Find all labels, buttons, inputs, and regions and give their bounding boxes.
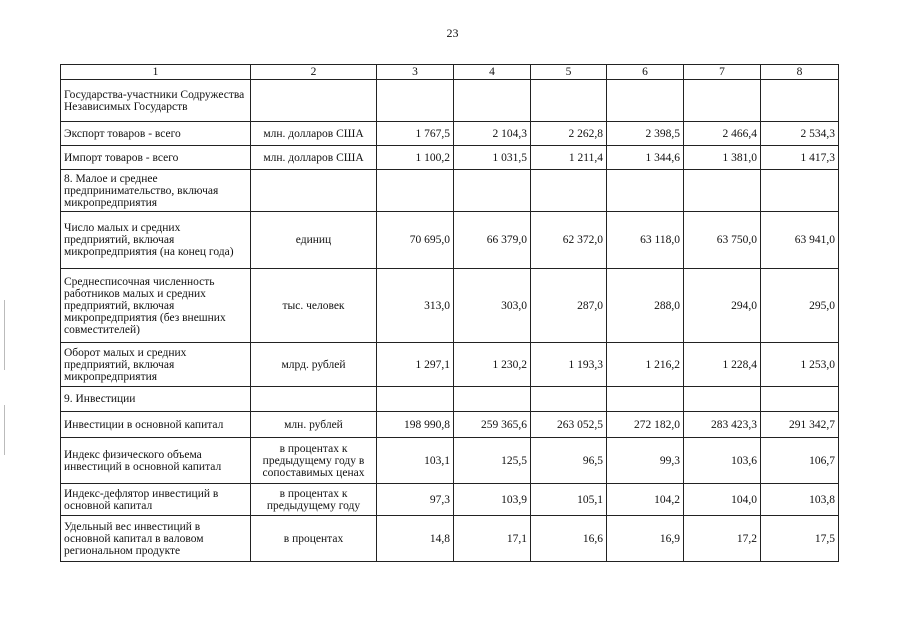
column-number: 1 bbox=[61, 65, 251, 80]
value-cell: 104,2 bbox=[607, 484, 684, 516]
value-cell: 2 104,3 bbox=[454, 122, 531, 146]
value-cell bbox=[684, 80, 761, 122]
indicator-cell: Импорт товаров - всего bbox=[61, 146, 251, 170]
value-cell bbox=[684, 387, 761, 412]
value-cell bbox=[607, 170, 684, 212]
statistics-table bbox=[60, 64, 839, 562]
indicator-cell: Государства-участники Содружества Независимых Государств bbox=[61, 80, 251, 122]
table-row bbox=[61, 122, 839, 146]
column-number-row bbox=[61, 65, 839, 80]
value-cell bbox=[377, 80, 454, 122]
indicator-cell: Число малых и средних предприятий, включая микропредприятия (на конец года) bbox=[61, 212, 251, 269]
table-row bbox=[61, 170, 839, 212]
value-cell: 104,0 bbox=[684, 484, 761, 516]
unit-cell: в процентах bbox=[251, 516, 377, 562]
unit-cell: тыс. человек bbox=[251, 269, 377, 343]
value-cell: 198 990,8 bbox=[377, 412, 454, 438]
value-cell: 17,5 bbox=[761, 516, 839, 562]
unit-cell: в процентах к предыдущему году bbox=[251, 484, 377, 516]
table-row bbox=[61, 80, 839, 122]
value-cell: 14,8 bbox=[377, 516, 454, 562]
table-row bbox=[61, 438, 839, 484]
value-cell: 16,6 bbox=[531, 516, 607, 562]
value-cell: 16,9 bbox=[607, 516, 684, 562]
value-cell: 259 365,6 bbox=[454, 412, 531, 438]
value-cell: 1 253,0 bbox=[761, 343, 839, 387]
indicator-cell: Индекс-дефлятор инвестиций в основной капитал bbox=[61, 484, 251, 516]
value-cell bbox=[454, 80, 531, 122]
unit-cell: единиц bbox=[251, 212, 377, 269]
value-cell: 263 052,5 bbox=[531, 412, 607, 438]
indicator-cell: Экспорт товаров - всего bbox=[61, 122, 251, 146]
value-cell: 1 230,2 bbox=[454, 343, 531, 387]
indicator-cell: 8. Малое и среднее предпринимательство, включая микропредприятия bbox=[61, 170, 251, 212]
value-cell: 2 262,8 bbox=[531, 122, 607, 146]
unit-cell bbox=[251, 387, 377, 412]
table-row bbox=[61, 343, 839, 387]
column-number: 2 bbox=[251, 65, 377, 80]
value-cell: 313,0 bbox=[377, 269, 454, 343]
indicator-cell: Оборот малых и средних предприятий, включая микропредприятия bbox=[61, 343, 251, 387]
value-cell bbox=[761, 387, 839, 412]
value-cell: 103,6 bbox=[684, 438, 761, 484]
value-cell: 294,0 bbox=[684, 269, 761, 343]
left-edge-mark bbox=[4, 405, 5, 455]
value-cell: 62 372,0 bbox=[531, 212, 607, 269]
unit-cell bbox=[251, 170, 377, 212]
unit-cell: млн. рублей bbox=[251, 412, 377, 438]
value-cell: 1 211,4 bbox=[531, 146, 607, 170]
value-cell: 1 344,6 bbox=[607, 146, 684, 170]
value-cell: 103,1 bbox=[377, 438, 454, 484]
value-cell: 1 216,2 bbox=[607, 343, 684, 387]
unit-cell: млн. долларов США bbox=[251, 122, 377, 146]
value-cell: 96,5 bbox=[531, 438, 607, 484]
column-number: 8 bbox=[761, 65, 839, 80]
value-cell: 99,3 bbox=[607, 438, 684, 484]
value-cell: 66 379,0 bbox=[454, 212, 531, 269]
indicator-cell: Среднесписочная численность работников малых и средних предприятий, включая микропредприятия (без внешних совместителей) bbox=[61, 269, 251, 343]
value-cell: 1 767,5 bbox=[377, 122, 454, 146]
table-row bbox=[61, 516, 839, 562]
value-cell: 63 941,0 bbox=[761, 212, 839, 269]
unit-cell bbox=[251, 80, 377, 122]
value-cell bbox=[761, 80, 839, 122]
value-cell: 125,5 bbox=[454, 438, 531, 484]
indicator-cell: Индекс физического объема инвестиций в основной капитал bbox=[61, 438, 251, 484]
value-cell: 105,1 bbox=[531, 484, 607, 516]
value-cell: 2 534,3 bbox=[761, 122, 839, 146]
value-cell: 17,1 bbox=[454, 516, 531, 562]
value-cell: 272 182,0 bbox=[607, 412, 684, 438]
value-cell bbox=[607, 387, 684, 412]
value-cell bbox=[607, 80, 684, 122]
value-cell: 103,9 bbox=[454, 484, 531, 516]
value-cell: 1 417,3 bbox=[761, 146, 839, 170]
value-cell: 70 695,0 bbox=[377, 212, 454, 269]
value-cell: 295,0 bbox=[761, 269, 839, 343]
value-cell: 288,0 bbox=[607, 269, 684, 343]
value-cell: 2 398,5 bbox=[607, 122, 684, 146]
table-row bbox=[61, 484, 839, 516]
column-number: 5 bbox=[531, 65, 607, 80]
value-cell bbox=[454, 387, 531, 412]
value-cell: 283 423,3 bbox=[684, 412, 761, 438]
indicator-cell: 9. Инвестиции bbox=[61, 387, 251, 412]
value-cell: 303,0 bbox=[454, 269, 531, 343]
value-cell: 1 031,5 bbox=[454, 146, 531, 170]
value-cell bbox=[761, 170, 839, 212]
unit-cell: млрд. рублей bbox=[251, 343, 377, 387]
value-cell bbox=[531, 80, 607, 122]
value-cell bbox=[531, 170, 607, 212]
value-cell: 17,2 bbox=[684, 516, 761, 562]
value-cell: 291 342,7 bbox=[761, 412, 839, 438]
value-cell bbox=[684, 170, 761, 212]
value-cell: 63 118,0 bbox=[607, 212, 684, 269]
table-row bbox=[61, 387, 839, 412]
column-number: 6 bbox=[607, 65, 684, 80]
value-cell: 63 750,0 bbox=[684, 212, 761, 269]
value-cell: 106,7 bbox=[761, 438, 839, 484]
indicator-cell: Удельный вес инвестиций в основной капитал в валовом региональном продукте bbox=[61, 516, 251, 562]
value-cell: 103,8 bbox=[761, 484, 839, 516]
table-row bbox=[61, 212, 839, 269]
value-cell: 2 466,4 bbox=[684, 122, 761, 146]
column-number: 4 bbox=[454, 65, 531, 80]
column-number: 3 bbox=[377, 65, 454, 80]
page-number: 23 bbox=[446, 26, 459, 40]
column-number: 7 bbox=[684, 65, 761, 80]
indicator-cell: Инвестиции в основной капитал bbox=[61, 412, 251, 438]
value-cell: 1 297,1 bbox=[377, 343, 454, 387]
table-row bbox=[61, 269, 839, 343]
value-cell: 97,3 bbox=[377, 484, 454, 516]
value-cell bbox=[377, 170, 454, 212]
value-cell bbox=[454, 170, 531, 212]
value-cell bbox=[377, 387, 454, 412]
table-row bbox=[61, 146, 839, 170]
value-cell: 1 381,0 bbox=[684, 146, 761, 170]
value-cell bbox=[531, 387, 607, 412]
value-cell: 1 193,3 bbox=[531, 343, 607, 387]
value-cell: 1 100,2 bbox=[377, 146, 454, 170]
left-edge-mark bbox=[4, 300, 5, 370]
value-cell: 1 228,4 bbox=[684, 343, 761, 387]
unit-cell: в процентах к предыдущему году в сопоставимых ценах bbox=[251, 438, 377, 484]
unit-cell: млн. долларов США bbox=[251, 146, 377, 170]
table-row bbox=[61, 412, 839, 438]
value-cell: 287,0 bbox=[531, 269, 607, 343]
